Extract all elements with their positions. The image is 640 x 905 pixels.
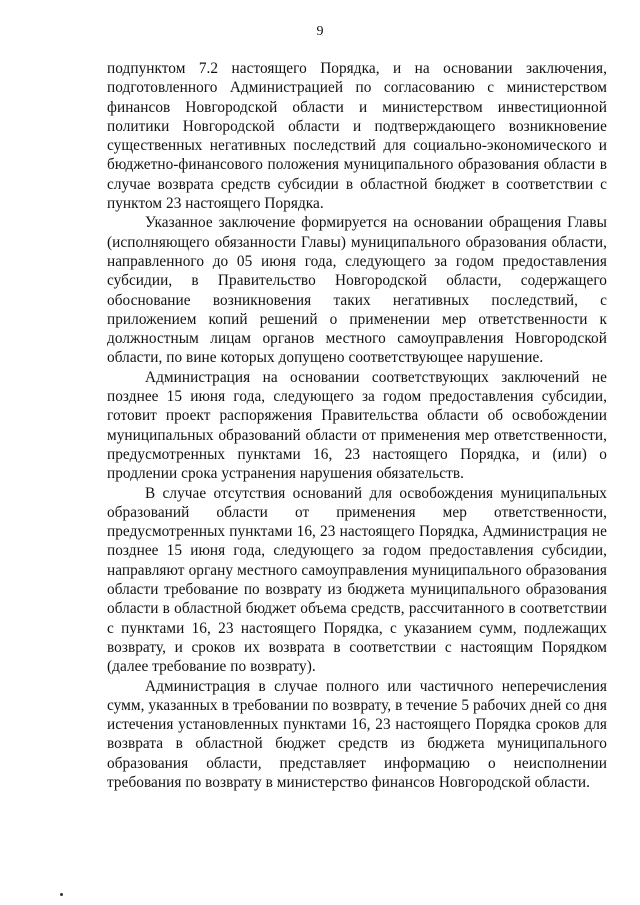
paragraph-3: Администрация на основании соответствующих заключений не позднее 15 июня года, следующего за годом предоставления субсидии, готовит проект распоряжения Правительства области об освобождении муниципальных образований области от применения мер ответственности, предусмотренных пунктами 16, 23 настоящего Порядка, и (или) о продлении срока устранения нарушения обязательств. bbox=[107, 368, 607, 483]
paragraph-5: Администрация в случае полного или частичного неперечисления сумм, указанных в требовании по возврату, в течение 5 рабочих дней со дня истечения установленных пунктами 16, 23 настоящего Порядка сроков для возврата в областной бюджет средств из бюджета муниципального образования области, представляет информацию о неисполнении требования по возврату в министерство финансов Новгородской области. bbox=[107, 677, 607, 791]
paragraph-1: подпунктом 7.2 настоящего Порядка, и на основании заключения, подготовленного Администрацией по согласованию с министерством финансов Новгородской области и министерством инвестиционной политики Новгородской области и подтверждающего возникновение существенных негативных последствий для социально-экономического и бюджетно-финансового положения муниципального образования области в случае возврата средств субсидии в областной бюджет в соответствии с пунктом 23 настоящего Порядка. bbox=[107, 60, 607, 213]
page-number: 9 bbox=[316, 24, 324, 39]
scan-dot-mark bbox=[60, 893, 63, 896]
paragraph-4: В случае отсутствия оснований для освобождения муниципальных образований области от применения мер ответственности, предусмотренных пунктами 16, 23 настоящего Порядка, Администрация не позднее 15 июня года, следующего за годом предоставления субсидии, направляют органу местного самоуправления муниципального образования области требование по возврату из бюджета муниципального образования области в областной бюджет объема средств, рассчитанного в соответствии с пунктами 16, 23 настоящего Порядка, с указанием сумм, подлежащих возврату, и сроков их возврата в соответствии с настоящим Порядком (далее требование по возврату). bbox=[107, 484, 607, 676]
paragraph-2: Указанное заключение формируется на основании обращения Главы (исполняющего обязанности Главы) муниципального образования области, направленного до 05 июня года, следующего за годом предоставления субсидии, в Правительство Новгородской области, содержащего обоснование возникновения таких негативных последствий, с приложением копий решений о применении мер ответственности к должностным лицам органов местного самоуправления Новгородской области, по вине которых допущено соответствующее нарушение. bbox=[107, 214, 607, 367]
document-body bbox=[107, 59, 607, 792]
